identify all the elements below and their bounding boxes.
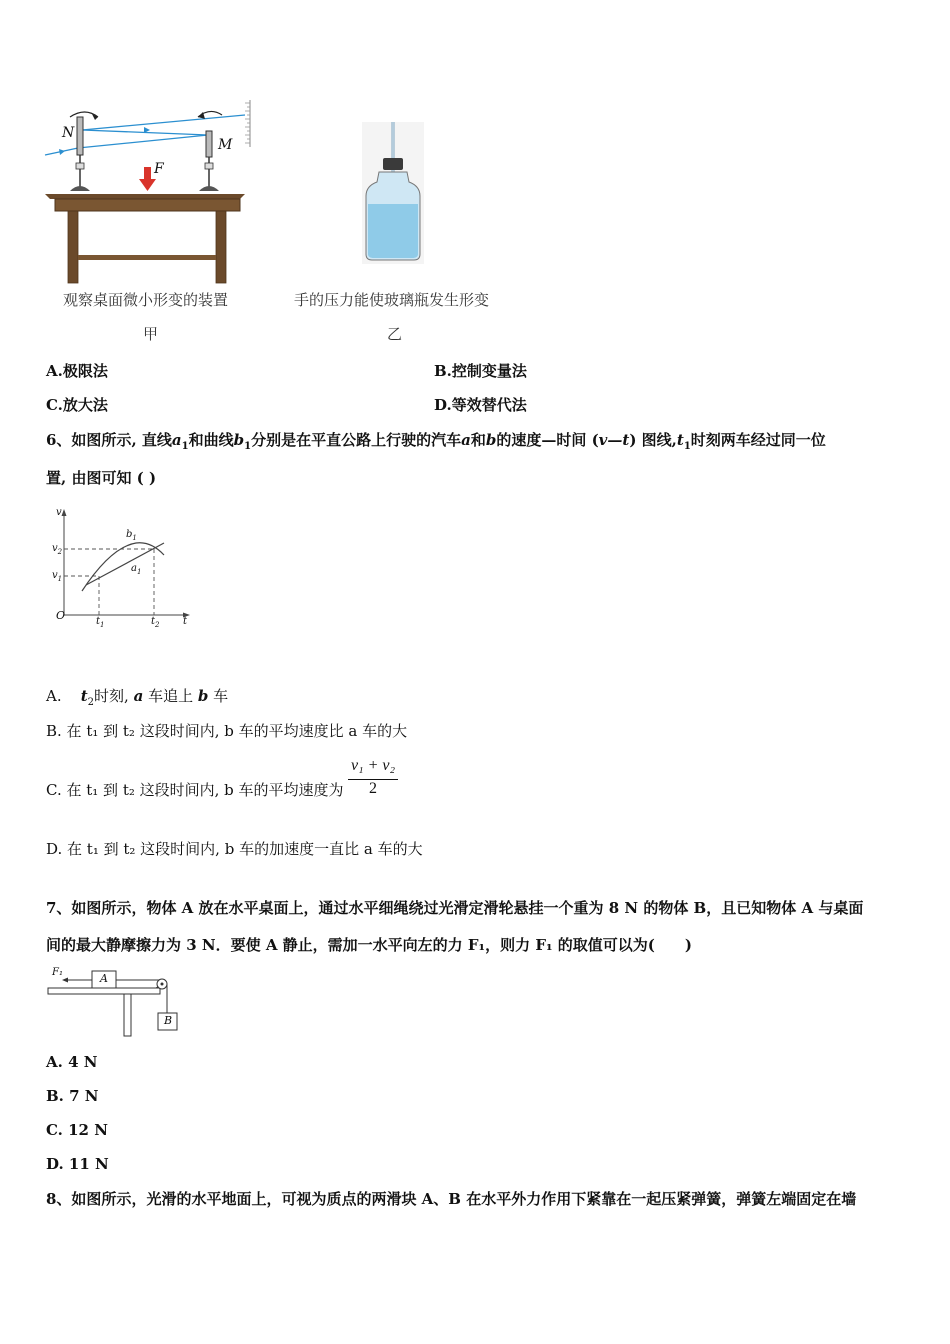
graph-v-label: v [56, 507, 62, 518]
q6-option-c-fraction [346, 757, 400, 801]
vt-graph-drawing [46, 505, 196, 630]
caption-right: 手的压力能使玻璃瓶发生形变 [294, 291, 490, 309]
fig-B-label: B [164, 1014, 173, 1027]
q8-stem-line1: 8、如图所示，光滑的水平地面上，可视为质点的两滑块 A、B 在水平外力作用下紧靠在一起压紧弹簧，弹簧左端固定在墙 [46, 1190, 857, 1208]
q5-option-d[interactable]: D.等效替代法 [434, 396, 527, 414]
label-F: F [154, 161, 164, 177]
caption-right-label: 乙 [387, 325, 403, 343]
glass-bottle-drawing [362, 122, 424, 264]
fig-A-label: A [100, 972, 108, 985]
q7-option-b[interactable]: B. 7 N [46, 1087, 99, 1105]
q7-stem-line1: 7、如图所示，物体 A 放在水平桌面上，通过水平细绳绕过光滑定滑轮悬挂一个重为 8 N 的物体 B，且已知物体 A 与桌面 [46, 899, 864, 917]
q5-option-c[interactable]: C.放大法 [46, 396, 108, 414]
caption-left-label: 甲 [143, 325, 159, 343]
graph-a1-label: $a_1$ [131, 563, 142, 576]
graph-v2-label: $v_2$ [52, 543, 63, 556]
q6-option-d[interactable]: D. 在 t₁ 到 t₂ 这段时间内, b 车的加速度一直比 a 车的大 [46, 840, 423, 858]
fraction-numerator: v₁ + v₂ [350, 757, 396, 774]
fraction-denominator: 2 [369, 780, 377, 797]
graph-b1-label: $b_1$ [126, 529, 137, 542]
graph-v1-label: $v_1$ [52, 570, 63, 583]
graph-t-axis-label: t [183, 616, 188, 627]
q7-option-a[interactable]: A. 4 N [46, 1053, 98, 1071]
figure-desk-apparatus [40, 95, 265, 290]
figure-glass-bottle [362, 122, 424, 264]
q7-figure [46, 965, 186, 1040]
q6-option-b[interactable]: B. 在 t₁ 到 t₂ 这段时间内, b 车的平均速度比 a 车的大 [46, 722, 408, 740]
label-M: M [218, 137, 233, 153]
q5-option-b[interactable]: B.控制变量法 [434, 362, 527, 380]
q6-vt-graph [46, 505, 196, 630]
q6-stem-line1: 6、如图所示, 直线$a_1$和曲线$b_1$分别是在平直公路上行驶的汽车a和b的速度—时间 (v—t) 图线$,t_1$时刻两车经过同一位 [46, 431, 826, 452]
q5-option-a[interactable]: A.极限法 [46, 362, 108, 380]
fig-F1-label: F₁ [52, 967, 63, 978]
graph-t1-label: $t_1$ [96, 616, 105, 629]
graph-origin-label: O [56, 609, 66, 622]
q6-option-c[interactable]: C. 在 t₁ 到 t₂ 这段时间内, b 车的平均速度为 [46, 781, 344, 799]
q7-stem-line2: 间的最大静摩擦力为 3 N．要使 A 静止，需加一水平向左的力 F₁，则力 F₁ 的取值可以为( ) [46, 936, 692, 954]
pulley-drawing [46, 965, 186, 1040]
q6-stem-line2: 置, 由图可知 ( ) [46, 469, 157, 487]
q7-option-c[interactable]: C. 12 N [46, 1121, 108, 1139]
q6-option-a[interactable]: A. $t_2$时刻, a 车追上 b 车 [46, 687, 229, 708]
caption-left: 观察桌面微小形变的装置 [63, 291, 229, 309]
q7-option-d[interactable]: D. 11 N [46, 1155, 109, 1173]
graph-t2-label: $t_2$ [151, 616, 160, 629]
label-N: N [62, 125, 75, 141]
